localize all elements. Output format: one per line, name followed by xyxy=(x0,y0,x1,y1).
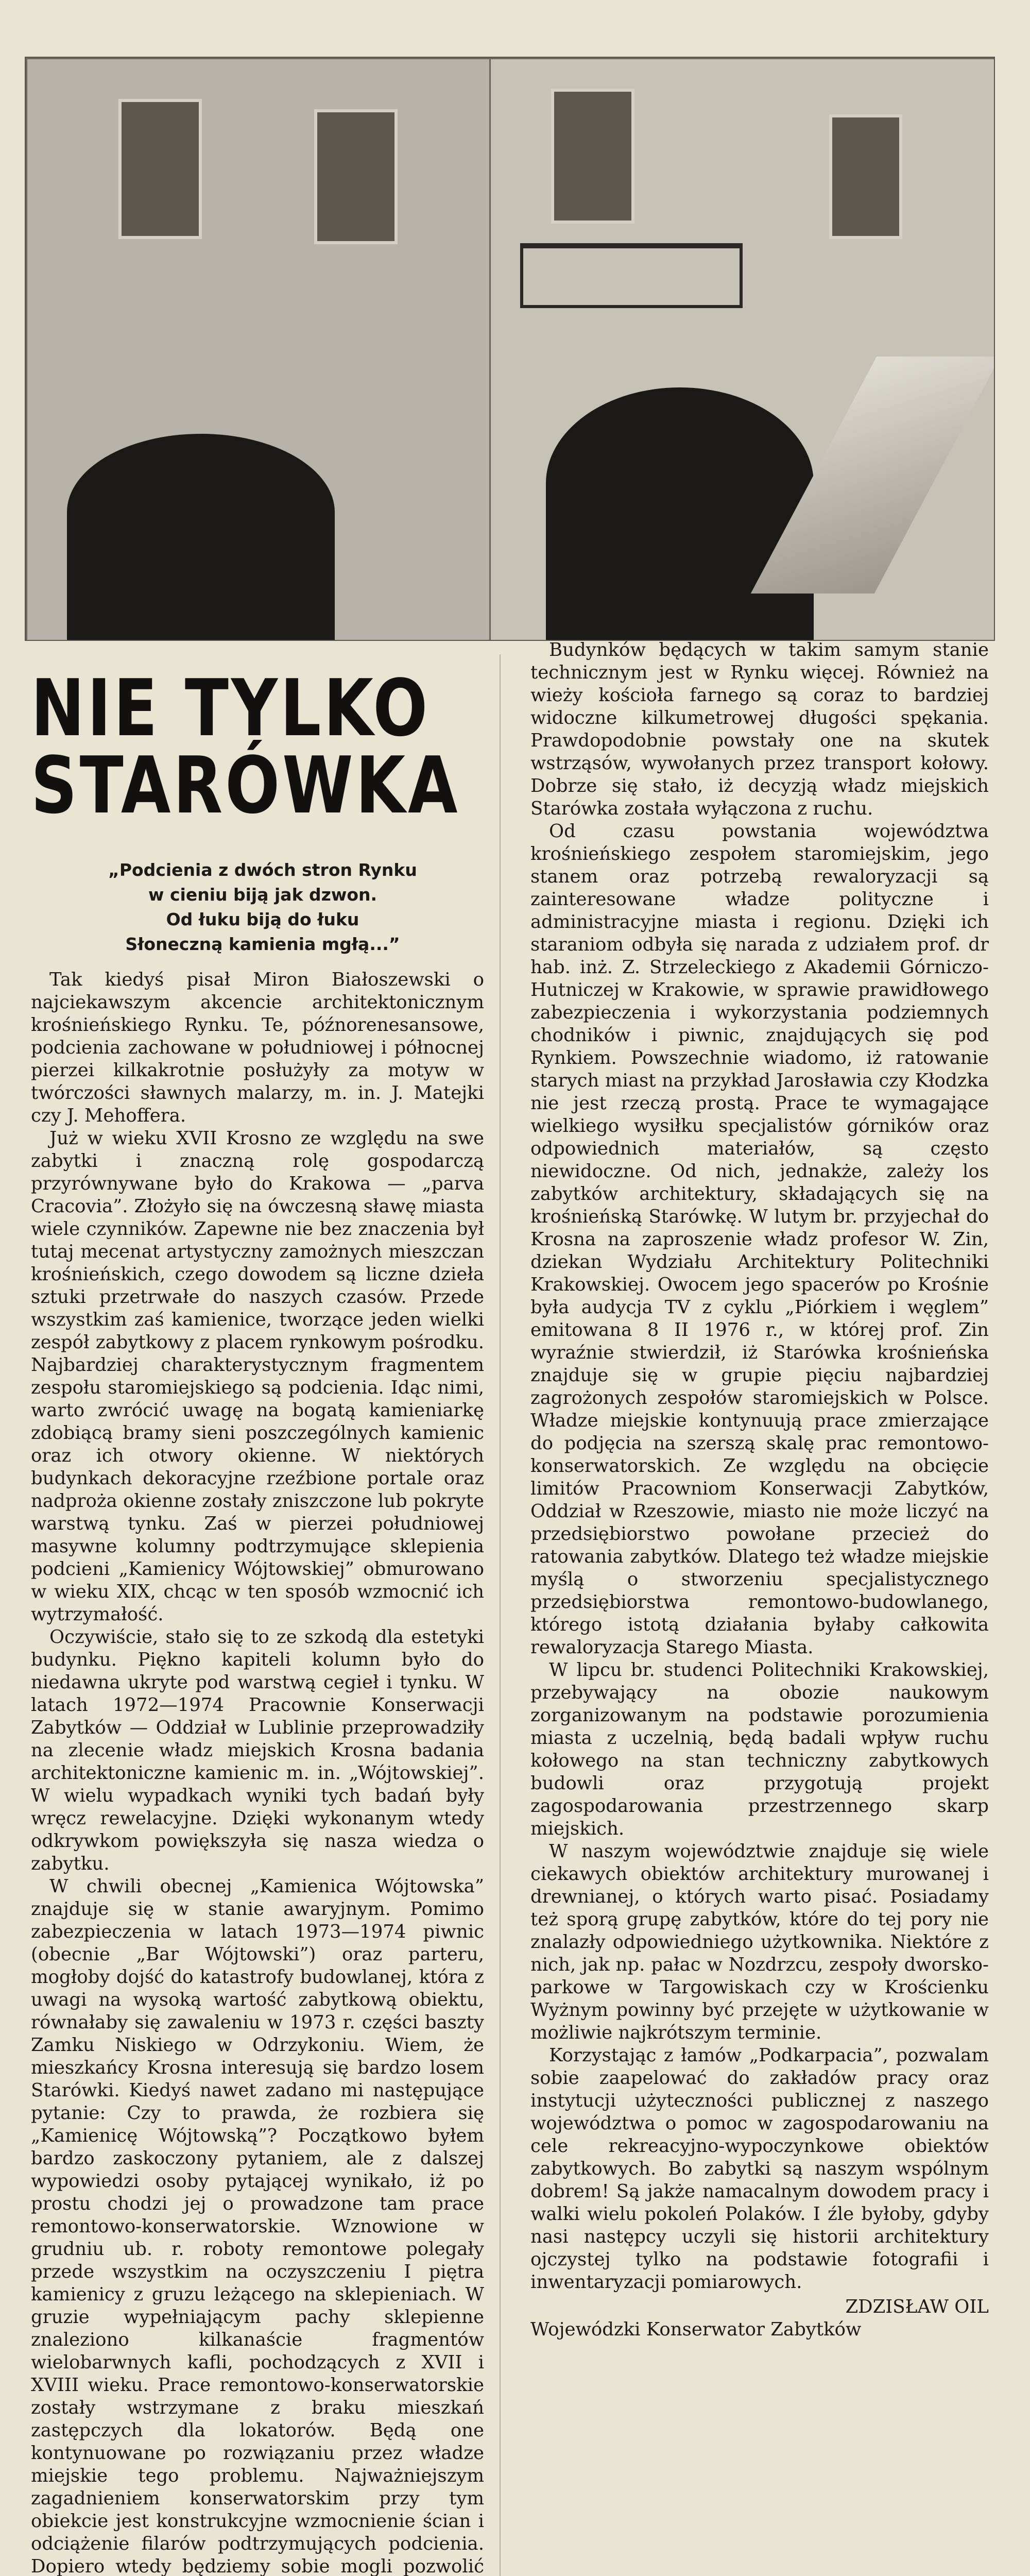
window xyxy=(829,114,902,239)
balcony xyxy=(520,243,743,308)
poem-line: Od łuku biją do łuku xyxy=(166,909,359,929)
window xyxy=(118,99,202,239)
paragraph: Korzystając z łamów „Podkarpacia”, pozwalam sobie zaapelować do zakładów pracy oraz instytucji użyteczności publicznej z naszego województwa o pomoc w zagospodarowaniu na cele rekreacyjno-wypoczynkowe obiektów zabytkowych. Bo zabytki są naszym wspólnym dobrem! Są jakże namacalnym dowodem pracy i walki wielu pokoleń Polaków. I źle byłoby, gdyby nasi następcy uczyli się historii architektury ojczystej tylko na podstawie fotografii i inwentaryzacji pomiarowych. xyxy=(530,2045,989,2293)
arcade-arch xyxy=(67,434,335,640)
paragraph: Już w wieku XVII Krosno ze względu na swe zabytki i znaczną rolę gospodarczą przyrównywane było do Krakowa — „parva Cracovia”. Złożyło się na ówczesną sławę miasta wiele czynników. Zapewne nie bez znaczenia był tutaj mecenat artystyczny zamożnych mieszczan krośnieńskich, czego dowodem są liczne dzieła sztuki przetrwałe do naszych czasów. Przede wszystkim zaś kamienice, tworzące jeden wielki zespół zabytkowy z placem rynkowym pośrodku. Najbardziej charakterystycznym fragmentem zespołu staromiejskiego są podcienia. Idąc nimi, warto zwrócić uwagę na bogatą kamieniarkę zdobiącą bramy sieni poszczególnych kamienic oraz ich otwory okienne. W niektórych budynkach dekoracyjne rzeźbione portale oraz nadproża okienne zostały zniszczone lub pokryte warstwą tynku. Zaś w pierzei południowej masywne kolumny podtrzymujące sklepienia podcieni „Kamienicy Wójtowskiej” obmurowano w wieku XIX, chcąc w ten sposób wzmocnić ich wytrzymałość. xyxy=(31,1128,484,1625)
paragraph: Budynków będących w takim samym stanie technicznym jest w Rynku więcej. Również na wieży kościoła farnego są coraz to bardziej widoczne kilkumetrowej długości spękania. Prawdopodobnie powstały one na skutek wstrząsów, wywołanych przez transport kołowy. Dobrze się stało, iż decyzją władz miejskich Starówka została wyłączona z ruchu. xyxy=(530,639,989,819)
text-column-right xyxy=(530,639,989,2341)
photo-arcades xyxy=(25,57,995,641)
paragraph: W naszym województwie znajduje się wiele ciekawych obiektów architektury murowanej i drewnianej, o których warto pisać. Posiadamy też sporą grupę zabytków, które do tej pory nie znalazły odpowiedniego użytkownika. Niektóre z nich, jak np. pałac w Nozdrzcu, zespoły dworsko-parkowe w Targowiskach czy w Krościenku Wyżnym powinny być przejęte w użytkowanie w możliwie najkrótszym terminie. xyxy=(530,1841,989,2043)
paragraph: Tak kiedyś pisał Miron Białoszewski o najciekawszym akcencie architektonicznym krośnieńskiego Rynku. Te, późnorenesansowe, podcienia zachowane w południowej i północnej pierzei kilkakrotnie posłużyły za motyw w twórczości sławnych malarzy, m. in. J. Matejki czy J. Mehoffera. xyxy=(31,969,484,1126)
window xyxy=(551,89,634,224)
poem-line: Słoneczną kamienia mgłą...” xyxy=(125,934,400,954)
paragraph: W lipcu br. studenci Politechniki Krakowskiej, przebywający na obozie naukowym zorganizowanym na podstawie porozumienia miasta z uczelnią, będą badali wpływ ruchu kołowego na stan techniczny zabytkowych budowli oraz przygotują projekt zagospodarowania przestrzennego skarp miejskich. xyxy=(530,1659,989,1839)
column-divider xyxy=(500,654,501,2576)
poem-quote xyxy=(52,858,474,957)
paragraph: Oczywiście, stało się to ze szkodą dla estetyki budynku. Piękno kapiteli kolumn było do niedawna ukryte pod warstwą cegieł i tynku. W latach 1972—1974 Pracownie Konserwacji Zabytków — Oddział w Lublinie przeprowadziły na zlecenie władz miejskich Krosna badania architektoniczne kamienic m. in. „Wójtowskiej”. W wielu wypadkach wyniki tych badań były wręcz rewelacyjne. Dzięki wykonanym wtedy odkrywkom powiększyła się nasza wiedza o zabytku. xyxy=(31,1626,484,1874)
headline-line: STARÓWKA xyxy=(31,740,460,831)
paragraph: Od czasu powstania województwa krośnieńskiego zespołem staromiejskim, jego stanem oraz potrzebą rewaloryzacji są zainteresowane władze polityczne i administracyjne miasta i regionu. Dzięki ich staraniom odbyła się narada z udziałem prof. dr hab. inż. Z. Strzeleckiego z Akademii Górniczo-Hutniczej w Krakowie, w sprawie prawidłowego zabezpieczenia i wykorzystania podziemnych chodników i piwnic, znajdujących się pod Rynkiem. Powszechnie wiadomo, iż ratowanie starych miast na przykład Jarosławia czy Kłodzka nie jest rzeczą prostą. Prace te wymagające wielkiego wysiłku specjalistów górników oraz odpowiednich materiałów, są często niewidoczne. Od nich, jednakże, zależy los zabytków architektury, składających się na krośnieńską Starówkę. W lutym br. przyjechał do Krosna na zaproszenie władz profesor W. Zin, dziekan Wydziału Architektury Politechniki Krakowskiej. Owocem jego spacerów po Krośnie była audycja TV z cyklu „Piórkiem i węglem” emitowana 8 II 1976 r., w której prof. Zin wyraźnie stwierdził, iż Starówka krośnieńska znajduje się w grupie pięciu najbardziej zagrożonych zespołów staromiejskich w Polsce. Władze miejskie kontynuują prace zmierzające do podjęcia na szerszą skalę prac remontowo-konserwatorskich. Ze względu na obcięcie limitów Pracowniom Konserwacji Zabytków, Oddział w Rzeszowie, miasto nie może liczyć na przedsiębiorstwo powołane przecież do ratowania zabytków. Dlatego też władze miejskie myślą o stworzeniu specjalistycznego przedsiębiorstwa remontowo-budowlanego, którego istotą działania byłaby całkowita rewaloryzacja Starego Miasta. xyxy=(530,821,989,1658)
arcade-arch xyxy=(546,387,814,640)
author-name: ZDZISŁAW OIL xyxy=(845,2296,989,2317)
headline xyxy=(31,663,460,831)
author-role: Wojewódzki Konserwator Zabytków xyxy=(530,2319,862,2340)
paragraph: W chwili obecnej „Kamienica Wójtowska” znajduje się w stanie awaryjnym. Pomimo zabezpieczenia w latach 1973—1974 piwnic (obecnie „Bar Wójtowski”) oraz parteru, mogłoby dojść do katastrofy budowlanej, która z uwagi na wysoką wartość zabytkową obiektu, równałaby się zawaleniu w 1973 r. części baszty Zamku Niskiego w Odrzykoniu. Wiem, że mieszkańcy Krosna interesują się bardzo losem Starówki. Kiedyś nawet zadano mi następujące pytanie: Czy to prawda, że rozbiera się „Kamienicę Wójtowską”? Początkowo byłem bardzo zaskoczony pytaniem, ale z dalszej wypowiedzi osoby pytającej wynikało, iż po prostu chodzi jej o prowadzone tam prace remontowo-konserwatorskie. Wznowione w grudniu ub. r. roboty remontowe polegały przede wszystkim na oczyszczeniu I piętra kamienicy z gruzu leżącego na sklepieniach. W gruzie wypełniającym pachy sklepienne znaleziono kilkanaście fragmentów wielobarwnych kafli, pochodzących z XVII i XVIII wieku. Prace remontowo-konserwatorskie zostały wstrzymane z braku mieszkań zastępczych dla lokatorów. Będą one kontynuowane po rozwiązaniu przez władze miejskie tego problemu. Najważniejszym zagadnieniem konserwatorskim przy tym obiekcie jest konstrukcyjne wzmocnienie ścian i odciążenie filarów podtrzymujących podcienia. Dopiero wtedy będziemy sobie mogli pozwolić xyxy=(31,1876,484,2576)
poem-line: „Podcienia z dwóch stron Rynku xyxy=(108,860,417,880)
text-column-left xyxy=(31,969,484,2576)
poem-line: w cieniu biją jak dzwon. xyxy=(148,885,377,905)
window xyxy=(314,109,398,244)
headline-line: NIE TYLKO xyxy=(31,663,431,754)
